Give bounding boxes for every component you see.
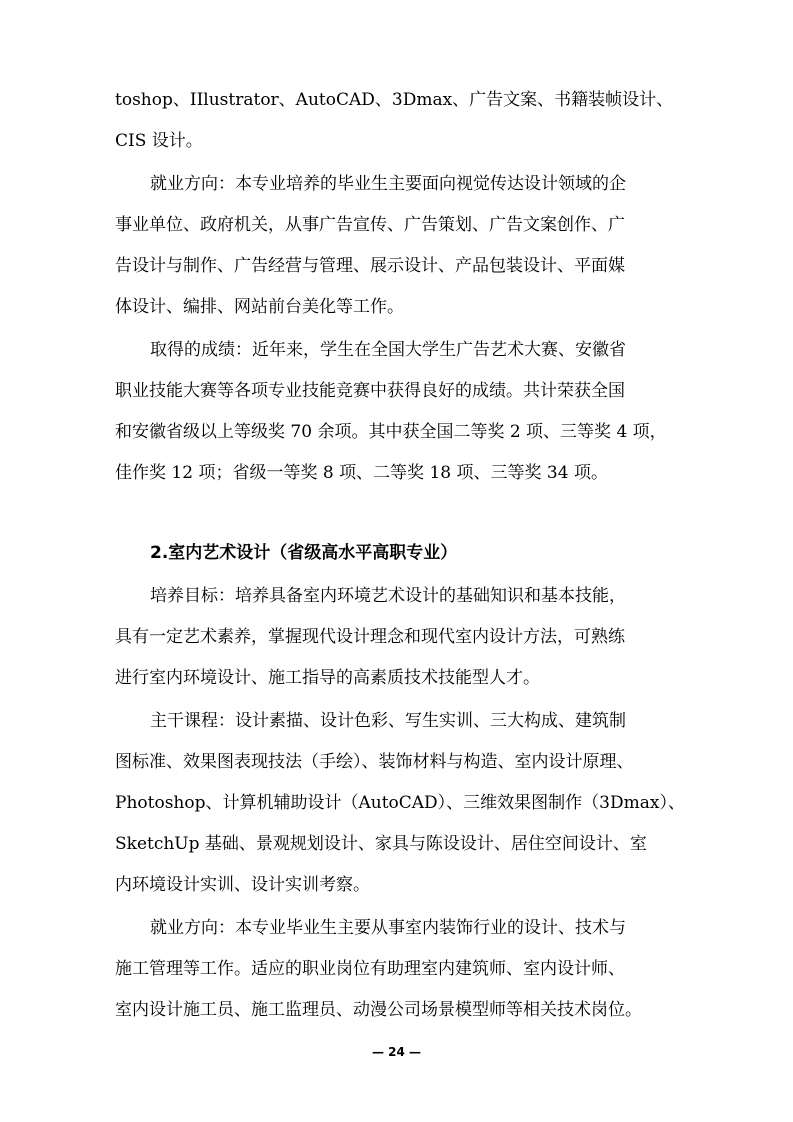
- body-line: 室内设计施工员、施工监理员、动漫公司场景模型师等相关技术岗位。: [115, 1000, 642, 1020]
- body-line: 具有一定艺术素养，掌握现代设计理念和现代室内设计方法，可熟练: [115, 627, 625, 647]
- body-line: 佳作奖 12 项；省级一等奖 8 项、二等奖 18 项、三等奖 34 项。: [115, 463, 608, 483]
- body-line: 职业技能大赛等各项专业技能竞赛中获得良好的成绩。共计荣获全国: [115, 381, 625, 401]
- body-line: 体设计、编排、网站前台美化等工作。: [115, 297, 404, 317]
- body-line: 图标准、效果图表现技法（手绘）、装饰材料与构造、室内设计原理、: [115, 752, 634, 772]
- body-line: CIS 设计。: [115, 131, 203, 151]
- body-line: SketchUp 基础、景观规划设计、家具与陈设设计、居住空间设计、室: [115, 834, 647, 854]
- body-line: 事业单位、政府机关，从事广告宣传、广告策划、广告文案创作、广: [115, 215, 625, 235]
- body-line: 进行室内环境设计、施工指导的高素质技术技能型人才。: [115, 668, 540, 688]
- paragraph-first-line: 就业方向：本专业毕业生主要从事室内装饰行业的设计、技术与: [150, 918, 626, 938]
- paragraph-first-line: 主干课程：设计素描、设计色彩、写生实训、三大构成、建筑制: [150, 711, 626, 731]
- section-heading: 2.室内艺术设计（省级高水平高职专业）: [150, 543, 458, 563]
- paragraph-first-line: 取得的成绩：近年来，学生在全国大学生广告艺术大赛、安徽省: [150, 340, 626, 360]
- body-line: 告设计与制作、广告经营与管理、展示设计、产品包装设计、平面媒: [115, 256, 625, 276]
- paragraph-first-line: 培养目标：培养具备室内环境艺术设计的基础知识和基本技能，: [150, 586, 626, 606]
- body-line: 施工管理等工作。适应的职业岗位有助理室内建筑师、室内设计师、: [115, 959, 625, 979]
- body-line: toshop、IIlustrator、AutoCAD、3Dmax、广告文案、书籍装帧设计、: [115, 90, 674, 110]
- paragraph-first-line: 就业方向：本专业培养的毕业生主要面向视觉传达设计领域的企: [150, 174, 626, 194]
- body-line: Photoshop、计算机辅助设计（AutoCAD）、三维效果图制作（3Dmax）、: [115, 793, 685, 813]
- page-number: — 24 —: [371, 1045, 422, 1059]
- body-line: 内环境设计实训、设计实训考察。: [115, 875, 370, 895]
- body-line: 和安徽省级以上等级奖 70 余项。其中获全国二等奖 2 项、三等奖 4 项，: [115, 422, 667, 442]
